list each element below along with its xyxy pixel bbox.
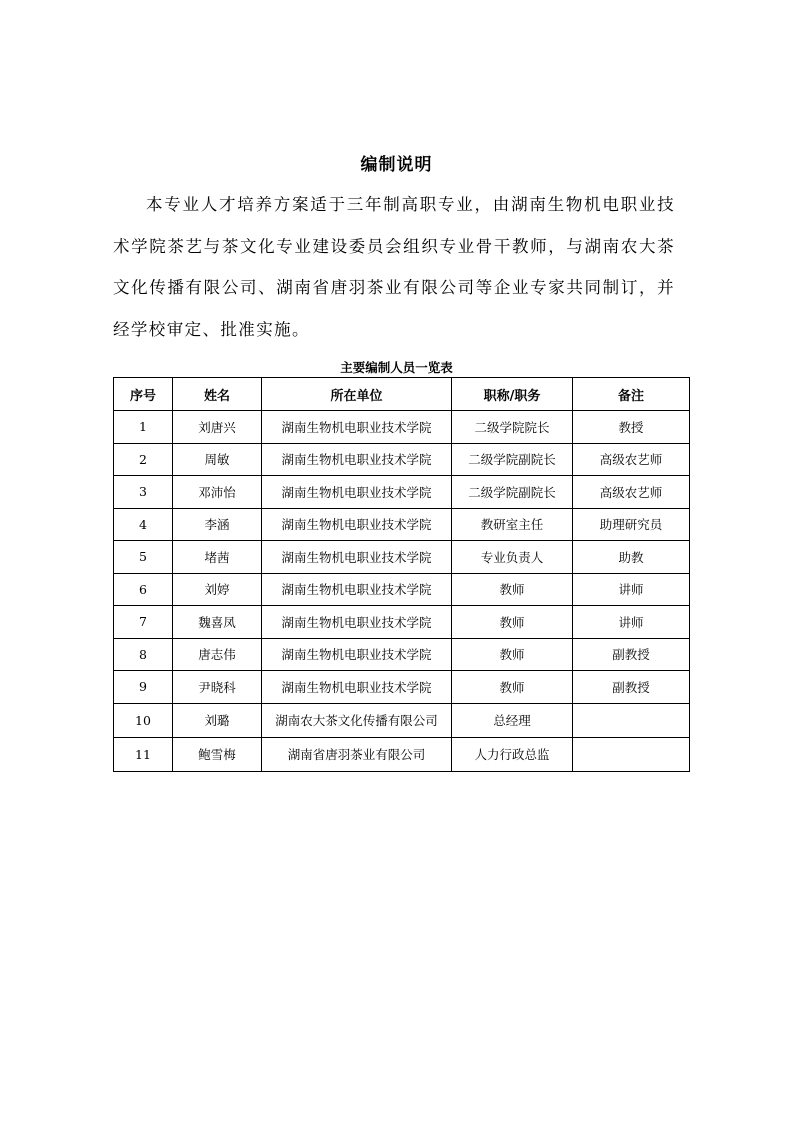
cell-unit: 湖南生物机电职业技术学院	[262, 671, 452, 704]
cell-unit: 湖南农大茶文化传播有限公司	[262, 703, 452, 737]
cell-name: 李涵	[173, 508, 262, 541]
intro-paragraph: 本专业人才培养方案适于三年制高职专业，由湖南生物机电职业技术学院茶艺与茶文化专业建设委员会组织专业骨干教师，与湖南农大茶文化传播有限公司、湖南省唐羽茶业有限公司等企业专家共同制订，并经学校审定、批准实施。	[113, 195, 675, 339]
cell-title: 教师	[452, 573, 573, 606]
cell-name: 周敏	[173, 443, 262, 476]
cell-index: 1	[114, 411, 173, 444]
cell-remark: 教授	[573, 411, 690, 444]
cell-unit: 湖南生物机电职业技术学院	[262, 411, 452, 444]
cell-name: 魏喜凤	[173, 606, 262, 639]
cell-unit: 湖南生物机电职业技术学院	[262, 508, 452, 541]
table-row	[114, 671, 690, 704]
cell-name: 尹晓科	[173, 671, 262, 704]
cell-unit: 湖南生物机电职业技术学院	[262, 541, 452, 574]
cell-title: 教师	[452, 671, 573, 704]
staff-table	[113, 377, 690, 772]
table-row	[114, 573, 690, 606]
table-row	[114, 606, 690, 639]
header-unit: 所在单位	[262, 378, 452, 411]
cell-title: 二级学院副院长	[452, 476, 573, 509]
cell-remark	[573, 703, 690, 737]
cell-name: 唐志伟	[173, 638, 262, 671]
cell-unit: 湖南生物机电职业技术学院	[262, 606, 452, 639]
cell-index: 3	[114, 476, 173, 509]
cell-name: 刘璐	[173, 703, 262, 737]
table-row	[114, 638, 690, 671]
table-row	[114, 443, 690, 476]
page-title: 编制说明	[360, 155, 433, 175]
cell-title: 教师	[452, 606, 573, 639]
cell-unit: 湖南生物机电职业技术学院	[262, 573, 452, 606]
cell-index: 4	[114, 508, 173, 541]
cell-name: 堵茜	[173, 541, 262, 574]
cell-remark: 高级农艺师	[573, 476, 690, 509]
cell-title: 总经理	[452, 703, 573, 737]
cell-name: 刘婷	[173, 573, 262, 606]
cell-remark	[573, 737, 690, 771]
cell-remark: 副教授	[573, 638, 690, 671]
cell-index: 8	[114, 638, 173, 671]
cell-title: 教研室主任	[452, 508, 573, 541]
cell-remark: 讲师	[573, 606, 690, 639]
cell-index: 10	[114, 703, 173, 737]
cell-index: 11	[114, 737, 173, 771]
table-row	[114, 737, 690, 771]
cell-remark: 助理研究员	[573, 508, 690, 541]
cell-unit: 湖南省唐羽茶业有限公司	[262, 737, 452, 771]
cell-index: 2	[114, 443, 173, 476]
cell-title: 专业负责人	[452, 541, 573, 574]
cell-title: 二级学院院长	[452, 411, 573, 444]
table-row	[114, 541, 690, 574]
cell-name: 邓沛怡	[173, 476, 262, 509]
cell-index: 7	[114, 606, 173, 639]
header-name: 姓名	[173, 378, 262, 411]
header-index: 序号	[114, 378, 173, 411]
cell-unit: 湖南生物机电职业技术学院	[262, 443, 452, 476]
cell-index: 5	[114, 541, 173, 574]
table-row	[114, 411, 690, 444]
table-header-row	[114, 378, 690, 411]
cell-remark: 助教	[573, 541, 690, 574]
cell-index: 9	[114, 671, 173, 704]
cell-remark: 副教授	[573, 671, 690, 704]
cell-index: 6	[114, 573, 173, 606]
table-row	[114, 508, 690, 541]
cell-remark: 讲师	[573, 573, 690, 606]
cell-title: 二级学院副院长	[452, 443, 573, 476]
cell-unit: 湖南生物机电职业技术学院	[262, 638, 452, 671]
table-row	[114, 703, 690, 737]
table-row	[114, 476, 690, 509]
cell-name: 鲍雪梅	[173, 737, 262, 771]
header-remark: 备注	[573, 378, 690, 411]
cell-unit: 湖南生物机电职业技术学院	[262, 476, 452, 509]
cell-title: 教师	[452, 638, 573, 671]
header-title: 职称/职务	[452, 378, 573, 411]
table-caption: 主要编制人员一览表	[340, 360, 453, 375]
cell-title: 人力行政总监	[452, 737, 573, 771]
cell-name: 刘唐兴	[173, 411, 262, 444]
cell-remark: 高级农艺师	[573, 443, 690, 476]
